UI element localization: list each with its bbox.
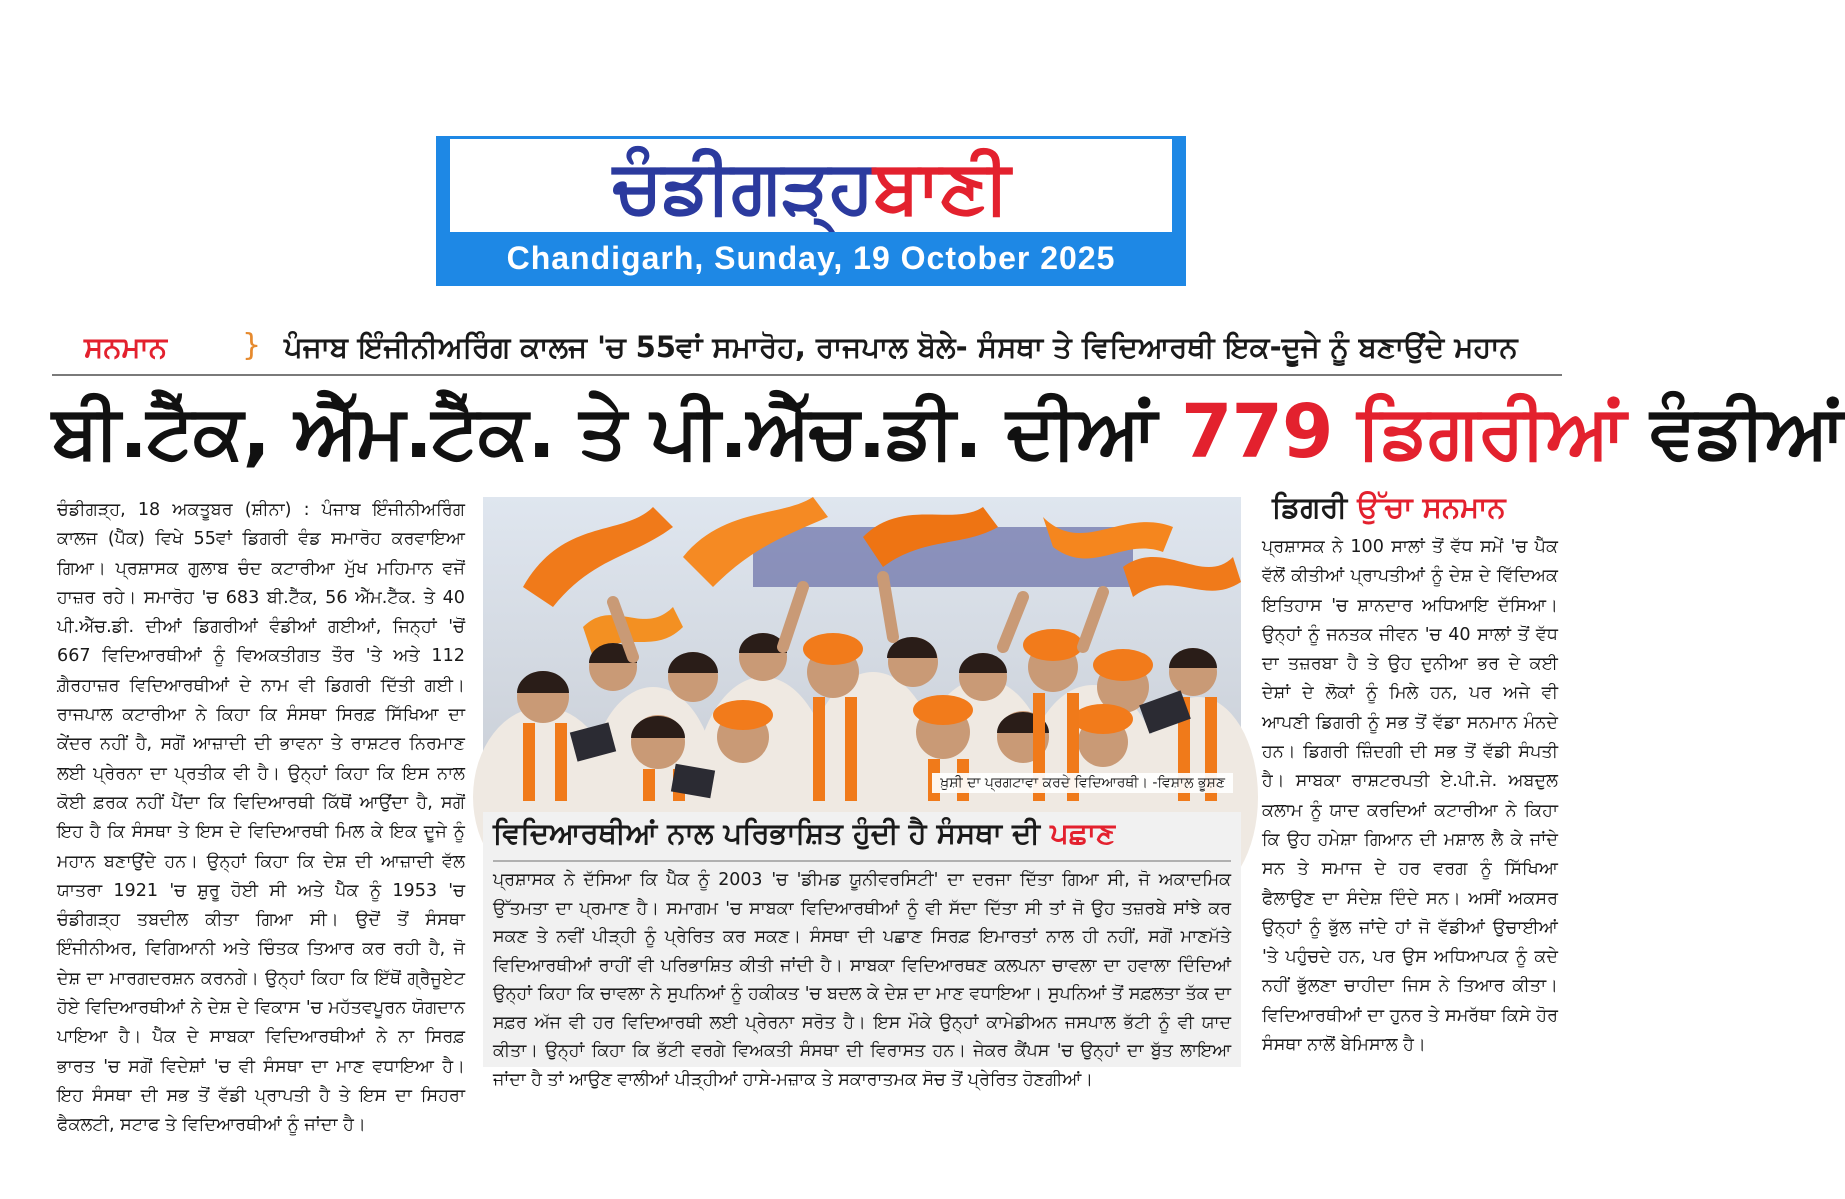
right-column-story: ਪ੍ਰਸ਼ਾਸਕ ਨੇ 100 ਸਾਲਾਂ ਤੋਂ ਵੱਧ ਸਮੇਂ 'ਚ ਪੈੱਕ ਵੱਲੋਂ ਕੀਤੀਆਂ ਪ੍ਰਾਪਤੀਆਂ ਨੂੰ ਦੇਸ਼ ਦੇ ਵਿੱਦਿਅਕ ਇਤਿਹਾਸ 'ਚ ਸ਼ਾਨਦਾਰ ਅਧਿਆਇ ਦੱਸਿਆ। ਉਨ੍ਹਾਂ ਨੂੰ ਜਨਤਕ ਜੀਵਨ 'ਚ 40 ਸਾਲਾਂ ਤੋਂ ਵੱਧ ਦਾ ਤਜ਼ਰਬਾ ਹੈ ਤੇ ਉਹ ਦੁਨੀਆ ਭਰ ਦੇ ਕਈ ਦੇਸ਼ਾਂ ਦੇ ਲੋਕਾਂ ਨੂੰ ਮਿਲੇ ਹਨ, ਪਰ ਅਜੇ ਵੀ ਆਪਣੀ ਡਿਗਰੀ ਨੂੰ ਸਭ ਤੋਂ ਵੱਡਾ ਸਨਮਾਨ ਮੰਨਦੇ ਹਨ। ਡਿਗਰੀ ਜ਼ਿੰਦਗੀ ਦੀ ਸਭ ਤੋਂ ਵੱਡੀ ਸੰਪਤੀ ਹੈ। ਸਾਬਕਾ ਰਾਸ਼ਟਰਪਤੀ ਏ.ਪੀ.ਜੇ. ਅਬਦੁਲ ਕਲਾਮ ਨੂੰ ਯਾਦ ਕਰਦਿਆਂ ਕਟਾਰੀਆ ਨੇ ਕਿਹਾ ਕਿ ਉਹ ਹਮੇਸ਼ਾ ਗਿਆਨ ਦੀ ਮਸ਼ਾਲ ਲੈ ਕੇ ਜਾਂਦੇ ਸਨ ਤੇ ਸਮਾਜ ਦੇ ਹਰ ਵਰਗ ਨੂੰ ਸਿੱਖਿਆ ਫੈਲਾਉਣ ਦਾ ਸੰਦੇਸ਼ ਦਿੰਦੇ ਸਨ। ਅਸੀਂ ਅਕਸਰ ਉਨ੍ਹਾਂ ਨੂੰ ਭੁੱਲ ਜਾਂਦੇ ਹਾਂ ਜੋ ਵੱਡੀਆਂ ਉਚਾਈਆਂ 'ਤੇ ਪਹੁੰਚਦੇ ਹਨ, ਪਰ ਉਸ ਅਧਿਆਪਕ ਨੂੰ ਕਦੇ ਨਹੀਂ ਭੁੱਲਣਾ ਚਾਹੀਦਾ ਜਿਸ ਨੇ ਤਿਆਰ ਕੀਤਾ। ਵਿਦਿਆਰਥੀਆਂ ਦਾ ਹੁਨਰ ਤੇ ਸਮਰੱਥਾ ਕਿਸੇ ਹੋਰ ਸੰਸਥਾ ਨਾਲੋਂ ਬੇਮਿਸਾਲ ਹੈ। (1262, 537, 1558, 1056)
masthead-date-bar (436, 232, 1186, 286)
right-title-part-1: ਡਿਗਰੀ (1272, 490, 1358, 524)
middle-story-body: ਪ੍ਰਸ਼ਾਸਕ ਨੇ ਦੱਸਿਆ ਕਿ ਪੈੱਕ ਨੂੰ 2003 'ਚ 'ਡੀਮਡ ਯੂਨੀਵਰਸਿਟੀ' ਦਾ ਦਰਜਾ ਦਿੱਤਾ ਗਿਆ ਸੀ, ਜੋ ਅਕਾਦਮਿਕ ਉੱਤਮਤਾ ਦਾ ਪ੍ਰਮਾਣ ਹੈ। ਸਮਾਗਮ 'ਚ ਸਾਬਕਾ ਵਿਦਿਆਰਥੀਆਂ ਨੂੰ ਵੀ ਸੱਦਾ ਦਿੱਤਾ ਸੀ ਤਾਂ ਜੋ ਉਹ ਤਜ਼ਰਬੇ ਸਾਂਝੇ ਕਰ ਸਕਣ ਤੇ ਨਵੀਂ ਪੀੜ੍ਹੀ ਨੂੰ ਪ੍ਰੇਰਿਤ ਕਰ ਸਕਣ। ਸੰਸਥਾ ਦੀ ਪਛਾਣ ਸਿਰਫ਼ ਇਮਾਰਤਾਂ ਨਾਲ ਹੀ ਨਹੀਂ, ਸਗੋਂ ਮਾਣਮੱਤੇ ਵਿਦਿਆਰਥੀਆਂ ਰਾਹੀਂ ਵੀ ਪਰਿਭਾਸ਼ਿਤ ਕੀਤੀ ਜਾਂਦੀ ਹੈ। ਸਾਬਕਾ ਵਿਦਿਆਰਥਣ ਕਲਪਨਾ ਚਾਵਲਾ ਦਾ ਹਵਾਲਾ ਦਿੰਦਿਆਂ ਉਨ੍ਹਾਂ ਕਿਹਾ ਕਿ ਚਾਵਲਾ ਨੇ ਸੁਪਨਿਆਂ ਨੂੰ ਹਕੀਕਤ 'ਚ ਬਦਲ ਕੇ ਦੇਸ਼ ਦਾ ਮਾਣ ਵਧਾਇਆ। ਸੁਪਨਿਆਂ ਤੋਂ ਸਫ਼ਲਤਾ ਤੱਕ ਦਾ ਸਫ਼ਰ ਅੱਜ ਵੀ ਹਰ ਵਿਦਿਆਰਥੀ ਲਈ ਪ੍ਰੇਰਨਾ ਸਰੋਤ ਹੈ। ਇਸ ਮੌਕੇ ਉਨ੍ਹਾਂ ਕਾਮੇਡੀਅਨ ਜਸਪਾਲ ਭੱਟੀ ਨੂੰ ਵੀ ਯਾਦ ਕੀਤਾ। ਉਨ੍ਹਾਂ ਕਿਹਾ ਕਿ ਭੱਟੀ ਵਰਗੇ ਵਿਅਕਤੀ ਸੰਸਥਾ ਦੀ ਵਿਰਾਸਤ ਹਨ। ਜੇਕਰ ਕੈਂਪਸ 'ਚ ਉਨ੍ਹਾਂ ਦਾ ਬੁੱਤ ਲਾਇਆ ਜਾਂਦਾ ਹੈ ਤਾਂ ਆਉਣ ਵਾਲੀਆਂ ਪੀੜ੍ਹੀਆਂ ਹਾਸੇ-ਮਜ਼ਾਕ ਤੇ ਸਕਾਰਾਤਮਕ ਸੋਚ ਤੋਂ ਪ੍ਰੇਰਿਤ ਹੋਣਗੀਆਂ। (493, 870, 1231, 1090)
left-column-story: ਚੰਡੀਗੜ੍ਹ, 18 ਅਕਤੂਬਰ (ਸ਼ੀਨਾ) : ਪੰਜਾਬ ਇੰਜੀਨੀਅਰਿੰਗ ਕਾਲਜ (ਪੈੱਕ) ਵਿਖੇ 55ਵਾਂ ਡਿਗਰੀ ਵੰਡ ਸਮਾਰੋਹ ਕਰਵਾਇਆ ਗਿਆ। ਪ੍ਰਸ਼ਾਸਕ ਗੁਲਾਬ ਚੰਦ ਕਟਾਰੀਆ ਮੁੱਖ ਮਹਿਮਾਨ ਵਜੋਂ ਹਾਜ਼ਰ ਰਹੇ। ਸਮਾਰੋਹ 'ਚ 683 ਬੀ.ਟੈੱਕ, 56 ਐੱਮ.ਟੈੱਕ. ਤੇ 40 ਪੀ.ਐੱਚ.ਡੀ. ਦੀਆਂ ਡਿਗਰੀਆਂ ਵੰਡੀਆਂ ਗਈਆਂ, ਜਿਨ੍ਹਾਂ 'ਚੋਂ 667 ਵਿਦਿਆਰਥੀਆਂ ਨੂੰ ਵਿਅਕਤੀਗਤ ਤੌਰ 'ਤੇ ਅਤੇ 112 ਗ਼ੈਰਹਾਜ਼ਰ ਵਿਦਿਆਰਥੀਆਂ ਦੇ ਨਾਮ ਵੀ ਡਿਗਰੀ ਦਿੱਤੀ ਗਈ। ਰਾਜਪਾਲ ਕਟਾਰੀਆ ਨੇ ਕਿਹਾ ਕਿ ਸੰਸਥਾ ਸਿਰਫ਼ ਸਿੱਖਿਆ ਦਾ ਕੇਂਦਰ ਨਹੀਂ ਹੈ, ਸਗੋਂ ਆਜ਼ਾਦੀ ਦੀ ਭਾਵਨਾ ਤੇ ਰਾਸ਼ਟਰ ਨਿਰਮਾਣ ਲਈ ਪ੍ਰੇਰਨਾ ਦਾ ਪ੍ਰਤੀਕ ਵੀ ਹੈ। ਉਨ੍ਹਾਂ ਕਿਹਾ ਕਿ ਇਸ ਨਾਲ ਕੋਈ ਫ਼ਰਕ ਨਹੀਂ ਪੈਂਦਾ ਕਿ ਵਿਦਿਆਰਥੀ ਕਿੱਥੋਂ ਆਉਂਦਾ ਹੈ, ਸਗੋਂ ਇਹ ਹੈ ਕਿ ਸੰਸਥਾ ਤੇ ਇਸ ਦੇ ਵਿਦਿਆਰਥੀ ਮਿਲ ਕੇ ਇਕ ਦੂਜੇ ਨੂੰ ਮਹਾਨ ਬਣਾਉਂਦੇ ਹਨ। ਉਨ੍ਹਾਂ ਕਿਹਾ ਕਿ ਦੇਸ਼ ਦੀ ਆਜ਼ਾਦੀ ਵੱਲ ਯਾਤਰਾ 1921 'ਚ ਸ਼ੁਰੂ ਹੋਈ ਸੀ ਅਤੇ ਪੈੱਕ ਨੂੰ 1953 'ਚ ਚੰਡੀਗੜ੍ਹ ਤਬਦੀਲ ਕੀਤਾ ਗਿਆ ਸੀ। ਉਦੋਂ ਤੋਂ ਸੰਸਥਾ ਇੰਜੀਨੀਅਰ, ਵਿਗਿਆਨੀ ਅਤੇ ਚਿੰਤਕ ਤਿਆਰ ਕਰ ਰਹੀ ਹੈ, ਜੋ ਦੇਸ਼ ਦਾ ਮਾਰਗਦਰਸ਼ਨ ਕਰਨਗੇ। ਉਨ੍ਹਾਂ ਕਿਹਾ ਕਿ ਇੱਥੋਂ ਗ੍ਰੈਜੂਏਟ ਹੋਏ ਵਿਦਿਆਰਥੀਆਂ ਨੇ ਦੇਸ਼ ਦੇ ਵਿਕਾਸ 'ਚ ਮਹੱਤਵਪੂਰਨ ਯੋਗਦਾਨ ਪਾਇਆ ਹੈ। ਪੈੱਕ ਦੇ ਸਾਬਕਾ ਵਿਦਿਆਰਥੀਆਂ ਨੇ ਨਾ ਸਿਰਫ਼ ਭਾਰਤ 'ਚ ਸਗੋਂ ਵਿਦੇਸ਼ਾਂ 'ਚ ਵੀ ਸੰਸਥਾ ਦਾ ਮਾਣ ਵਧਾਇਆ ਹੈ। ਇਹ ਸੰਸਥਾ ਦੀ ਸਭ ਤੋਂ ਵੱਡੀ ਪ੍ਰਾਪਤੀ ਹੈ ਤੇ ਇਸ ਦਾ ਸਿਹਰਾ ਫੈਕਲਟੀ, ਸਟਾਫ ਤੇ ਵਿਦਿਆਰਥੀਆਂ ਨੂੰ ਜਾਂਦਾ ਹੈ। (57, 500, 465, 1136)
news-photo (483, 497, 1241, 801)
headline (52, 384, 1845, 480)
masthead (436, 136, 1186, 286)
middle-title-highlight: ਪਛਾਣ (1050, 816, 1115, 850)
middle-story-box (483, 812, 1241, 1090)
headline-part-3: ਵੰਡੀਆਂ (1625, 389, 1845, 475)
middle-title-part-1: ਵਿਦਿਆਰਥੀਆਂ ਨਾਲ ਪਰਿਭਾਸ਼ਿਤ ਹੁੰਦੀ ਹੈ ਸੰਸਥਾ ਦੀ (493, 816, 1051, 850)
kicker-text: ਪੰਜਾਬ ਇੰਜੀਨੀਅਰਿੰਗ ਕਾਲਜ 'ਚ 55ਵਾਂ ਸਮਾਰੋਹ, ਰਾਜਪਾਲ ਬੋਲੇ- ਸੰਸਥਾ ਤੇ ਵਿਦਿਆਰਥੀ ਇਕ-ਦੂਜੇ ਨੂੰ ਬਣਾਉਂਦੇ ਮਹਾਨ (284, 330, 1518, 364)
logo-word-bani: ਬਾਣੀ (873, 144, 1010, 230)
logo-word-chandigarh: ਚੰਡੀਗੜ੍ਹ (612, 144, 874, 230)
middle-story-title (493, 816, 1231, 858)
graduates-celebrating-image (483, 497, 1241, 801)
edition-date: Chandigarh, Sunday, 19 October 2025 (506, 240, 1116, 276)
newspaper-logo (450, 141, 1172, 233)
middle-story-divider (493, 860, 1231, 862)
kicker-label: ਸਨਮਾਨ (84, 330, 167, 364)
right-title-highlight: ਉੱਚਾ ਸਨਮਾਨ (1357, 490, 1506, 524)
right-column-title (1272, 490, 1506, 525)
kicker-line (52, 324, 1562, 376)
headline-highlight: 779 ਡਿਗਰੀਆਂ (1180, 389, 1626, 475)
headline-part-1: ਬੀ.ਟੈੱਕ, ਐੱਮ.ਟੈੱਕ. ਤੇ ਪੀ.ਐੱਚ.ਡੀ. ਦੀਆਂ (52, 389, 1181, 475)
masthead-logo-panel (436, 136, 1186, 232)
photo-caption: ਖ਼ੁਸ਼ੀ ਦਾ ਪ੍ਰਗਟਾਵਾ ਕਰਦੇ ਵਿਦਿਆਰਥੀ। -ਵਿਸ਼ਾਲ ਭੂਸ਼ਣ (932, 773, 1233, 793)
kicker-separator: } (242, 328, 262, 363)
